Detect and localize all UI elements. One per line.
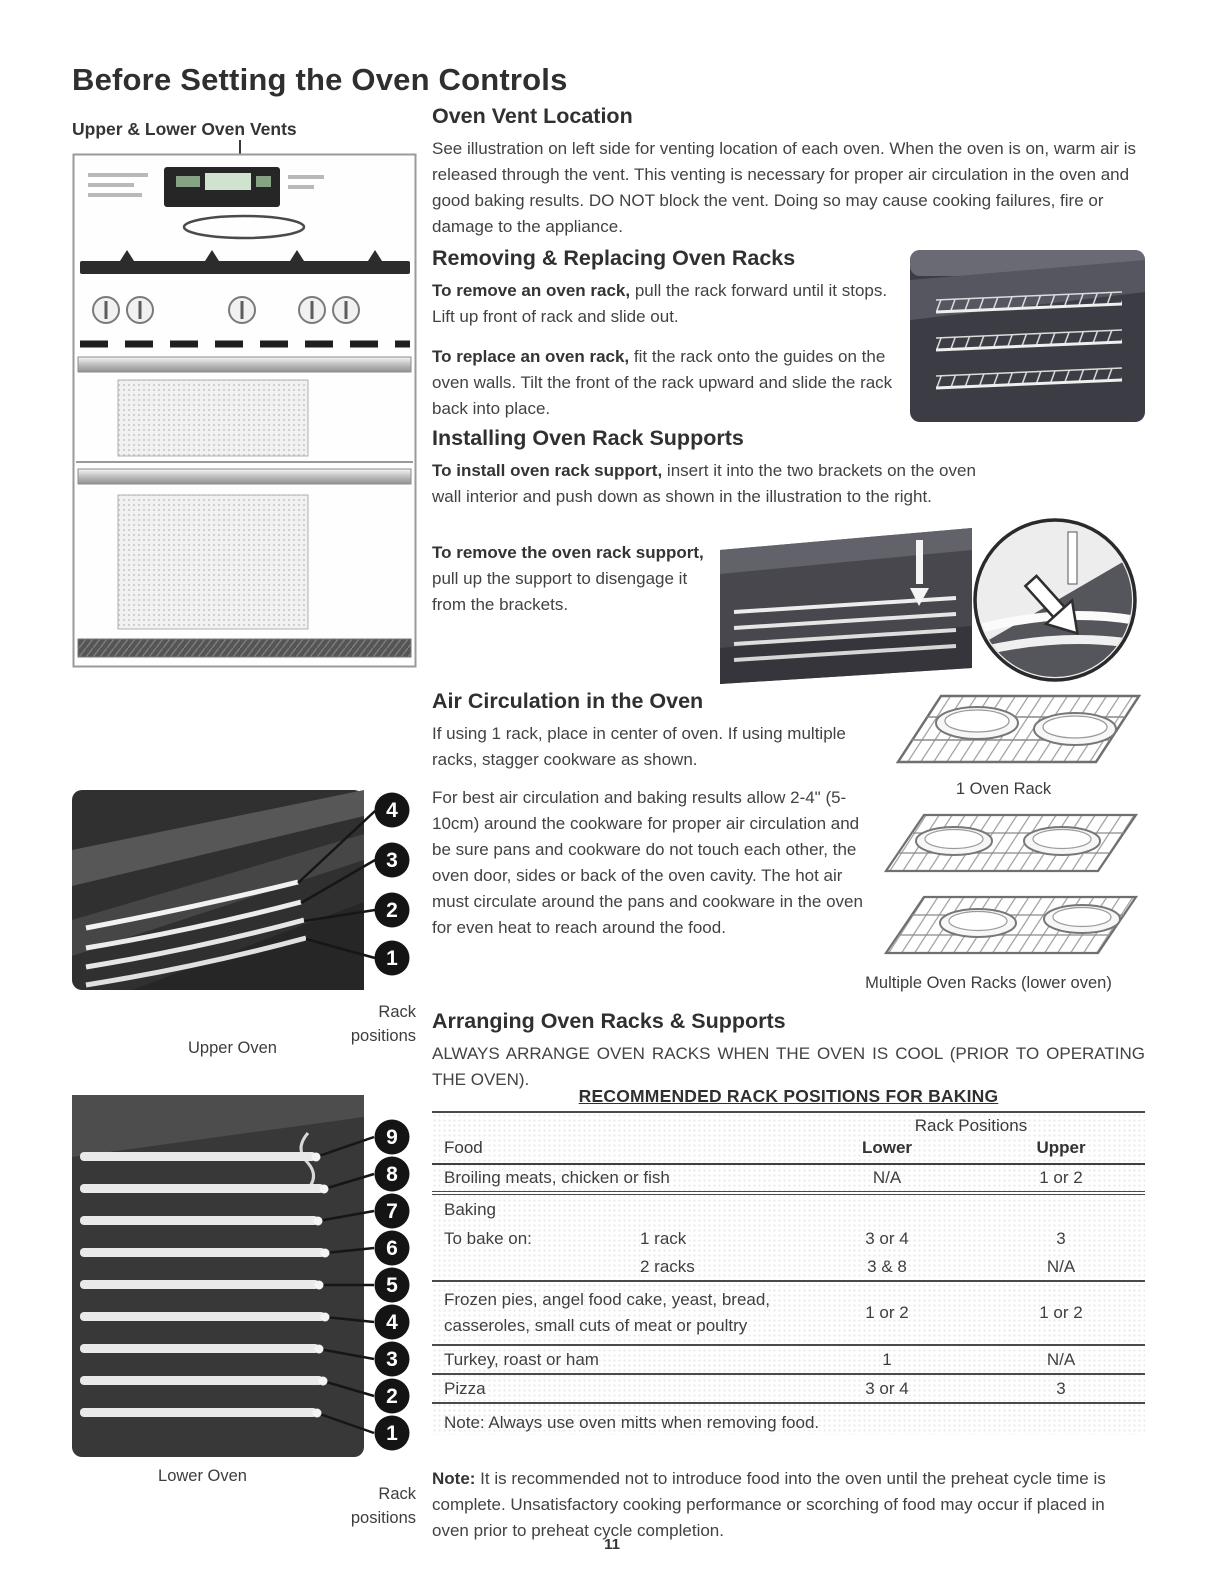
- main-content: [432, 104, 1145, 1584]
- lower-oven-rack-illustration: [72, 1095, 417, 1470]
- rack-position-badge: 2: [386, 899, 398, 922]
- preheat-note: Note: It is recommended not to introduce food into the oven until the preheat cycle time is complete. Unsatisfactory cooking performance or scorching of food may occur if placed in oven prior to preheat cycle completion.: [432, 1469, 1106, 1540]
- rack-positions-table: [432, 1086, 1145, 1435]
- section-air-circulation: [432, 689, 1145, 992]
- mitts-note: Note: Always use oven mitts when removing food.: [444, 1413, 820, 1432]
- table-row: Turkey, roast or ham 1 N/A: [432, 1346, 1145, 1375]
- cake-pan: [936, 707, 1018, 739]
- rack-positions-caption-lower: Rack positions: [350, 1485, 416, 1527]
- rack-position-badge: 6: [386, 1237, 398, 1260]
- rack-position-badge: 9: [386, 1126, 398, 1149]
- upper-oven-rack-illustration: [72, 790, 417, 1010]
- rack-position-badge: 3: [386, 1348, 398, 1371]
- rack-position-badge: 7: [386, 1200, 398, 1223]
- table-row: Baking: [444, 1199, 496, 1219]
- food-header: Food: [444, 1138, 483, 1157]
- upper-oven-caption: Upper Oven: [188, 1039, 277, 1057]
- vents-label: Upper & Lower Oven Vents: [72, 119, 297, 139]
- rack-position-badge: 5: [386, 1274, 398, 1297]
- rack-support-pin: [916, 540, 923, 584]
- lower-rack-position-badges: [375, 1120, 410, 1451]
- rack-position-badge: 4: [386, 1311, 398, 1334]
- remove-rack-paragraph: To remove an oven rack, pull the rack forward until it stops. Lift up front of rack and slide out.: [432, 281, 888, 326]
- rack-position-badge: 1: [386, 1422, 398, 1445]
- table-header: [432, 1113, 1145, 1165]
- air-circulation-para1: If using 1 rack, place in center of oven. If using multiple racks, stagger cookware as shown.: [432, 724, 846, 769]
- multiple-racks-caption: Multiple Oven Racks (lower oven): [865, 974, 1112, 992]
- vent-location-body: See illustration on left side for venting location of each oven. When the oven is on, warm air is released through the vent. This venting is necessary for proper air circulation in the oven and good baking results. DO NOT block the vent. Doing so may cause cooking failures, fire or damage to the appliance.: [432, 139, 1136, 236]
- page-title: Before Setting the Oven Controls: [72, 62, 568, 97]
- replace-rack-paragraph: To replace an oven rack, fit the rack onto the guides on the oven walls. Tilt the front of the rack upward and slide the rack back into place.: [432, 347, 893, 418]
- section-arranging-racks: [432, 1009, 1145, 1093]
- table-row: Pizza 3 or 4 3: [432, 1375, 1145, 1404]
- oven-interior-illustration: [910, 250, 1145, 422]
- table-row: 2 racks 3 & 8 N/A: [432, 1253, 1145, 1282]
- lower-oven-window: [118, 495, 308, 629]
- section-removing-racks: [432, 246, 1145, 436]
- table-row: Broiling meats, chicken or fish N/A 1 or 2: [432, 1165, 1145, 1195]
- single-rack-caption: 1 Oven Rack: [955, 780, 1052, 798]
- installing-supports-heading: Installing Oven Rack Supports: [432, 426, 744, 450]
- rack-position-badge: 2: [386, 1385, 398, 1408]
- rack-position-badge: 8: [386, 1163, 398, 1186]
- upper-header: Upper: [1036, 1138, 1086, 1157]
- single-rack-illustration: [862, 683, 1145, 771]
- arranging-racks-body: ALWAYS ARRANGE OVEN RACKS WHEN THE OVEN IS COOL (PRIOR TO OPERATING THE OVEN).: [432, 1044, 1145, 1089]
- upper-rack-position-badges: [375, 793, 410, 976]
- removing-racks-heading: Removing & Replacing Oven Racks: [432, 246, 796, 270]
- rack-bottom: [886, 897, 1136, 953]
- air-circulation-heading: Air Circulation in the Oven: [432, 689, 704, 713]
- page-number: 11: [604, 1536, 620, 1553]
- lower-header: Lower: [861, 1138, 913, 1157]
- table-row: Frozen pies, angel food cake, yeast, bread, casseroles, small cuts of meat or poultry 1 or 2 1 or 2: [432, 1282, 1145, 1346]
- arranging-racks-heading: Arranging Oven Racks & Supports: [432, 1009, 786, 1033]
- cake-pan: [1034, 713, 1116, 745]
- table-title: RECOMMENDED RACK POSITIONS FOR BAKING: [578, 1086, 999, 1106]
- install-support-paragraph: To install oven rack support, insert it into the two brackets on the oven wall interior and push down as shown in the illustration to the right.: [432, 461, 976, 506]
- rack-position-badge: 1: [386, 947, 398, 970]
- section-oven-vent-location: [432, 104, 1145, 240]
- rack-positions-header: Rack Positions: [914, 1116, 1028, 1135]
- table-row: To bake on: 1 rack 3 or 4 3: [444, 1228, 1066, 1248]
- rack-top: [886, 815, 1136, 871]
- air-circulation-para2: For best air circulation and baking results allow 2-4" (5-10cm) around the cookware for proper air circulation and be sure pans and cookware do not touch each other, the oven door, sides or back of the oven cavity. The hot air must circulate around the pans and cookware in the oven for even heat to reach around the food.: [432, 788, 863, 937]
- rack-position-badge: 3: [386, 849, 398, 872]
- remove-support-paragraph: To remove the oven rack support, pull up the support to disengage it from the brackets.: [432, 543, 704, 614]
- vent-location-heading: Oven Vent Location: [432, 104, 633, 128]
- upper-oven-window: [118, 380, 308, 456]
- lower-oven-caption: Lower Oven: [158, 1467, 247, 1485]
- multiple-racks-illustration: [850, 803, 1143, 965]
- double-oven-illustration: [72, 153, 417, 668]
- rack-support-illustration: [720, 516, 1143, 684]
- rack-positions-caption-upper: Rack positions: [350, 1003, 416, 1045]
- rack-position-badge: 4: [386, 799, 398, 822]
